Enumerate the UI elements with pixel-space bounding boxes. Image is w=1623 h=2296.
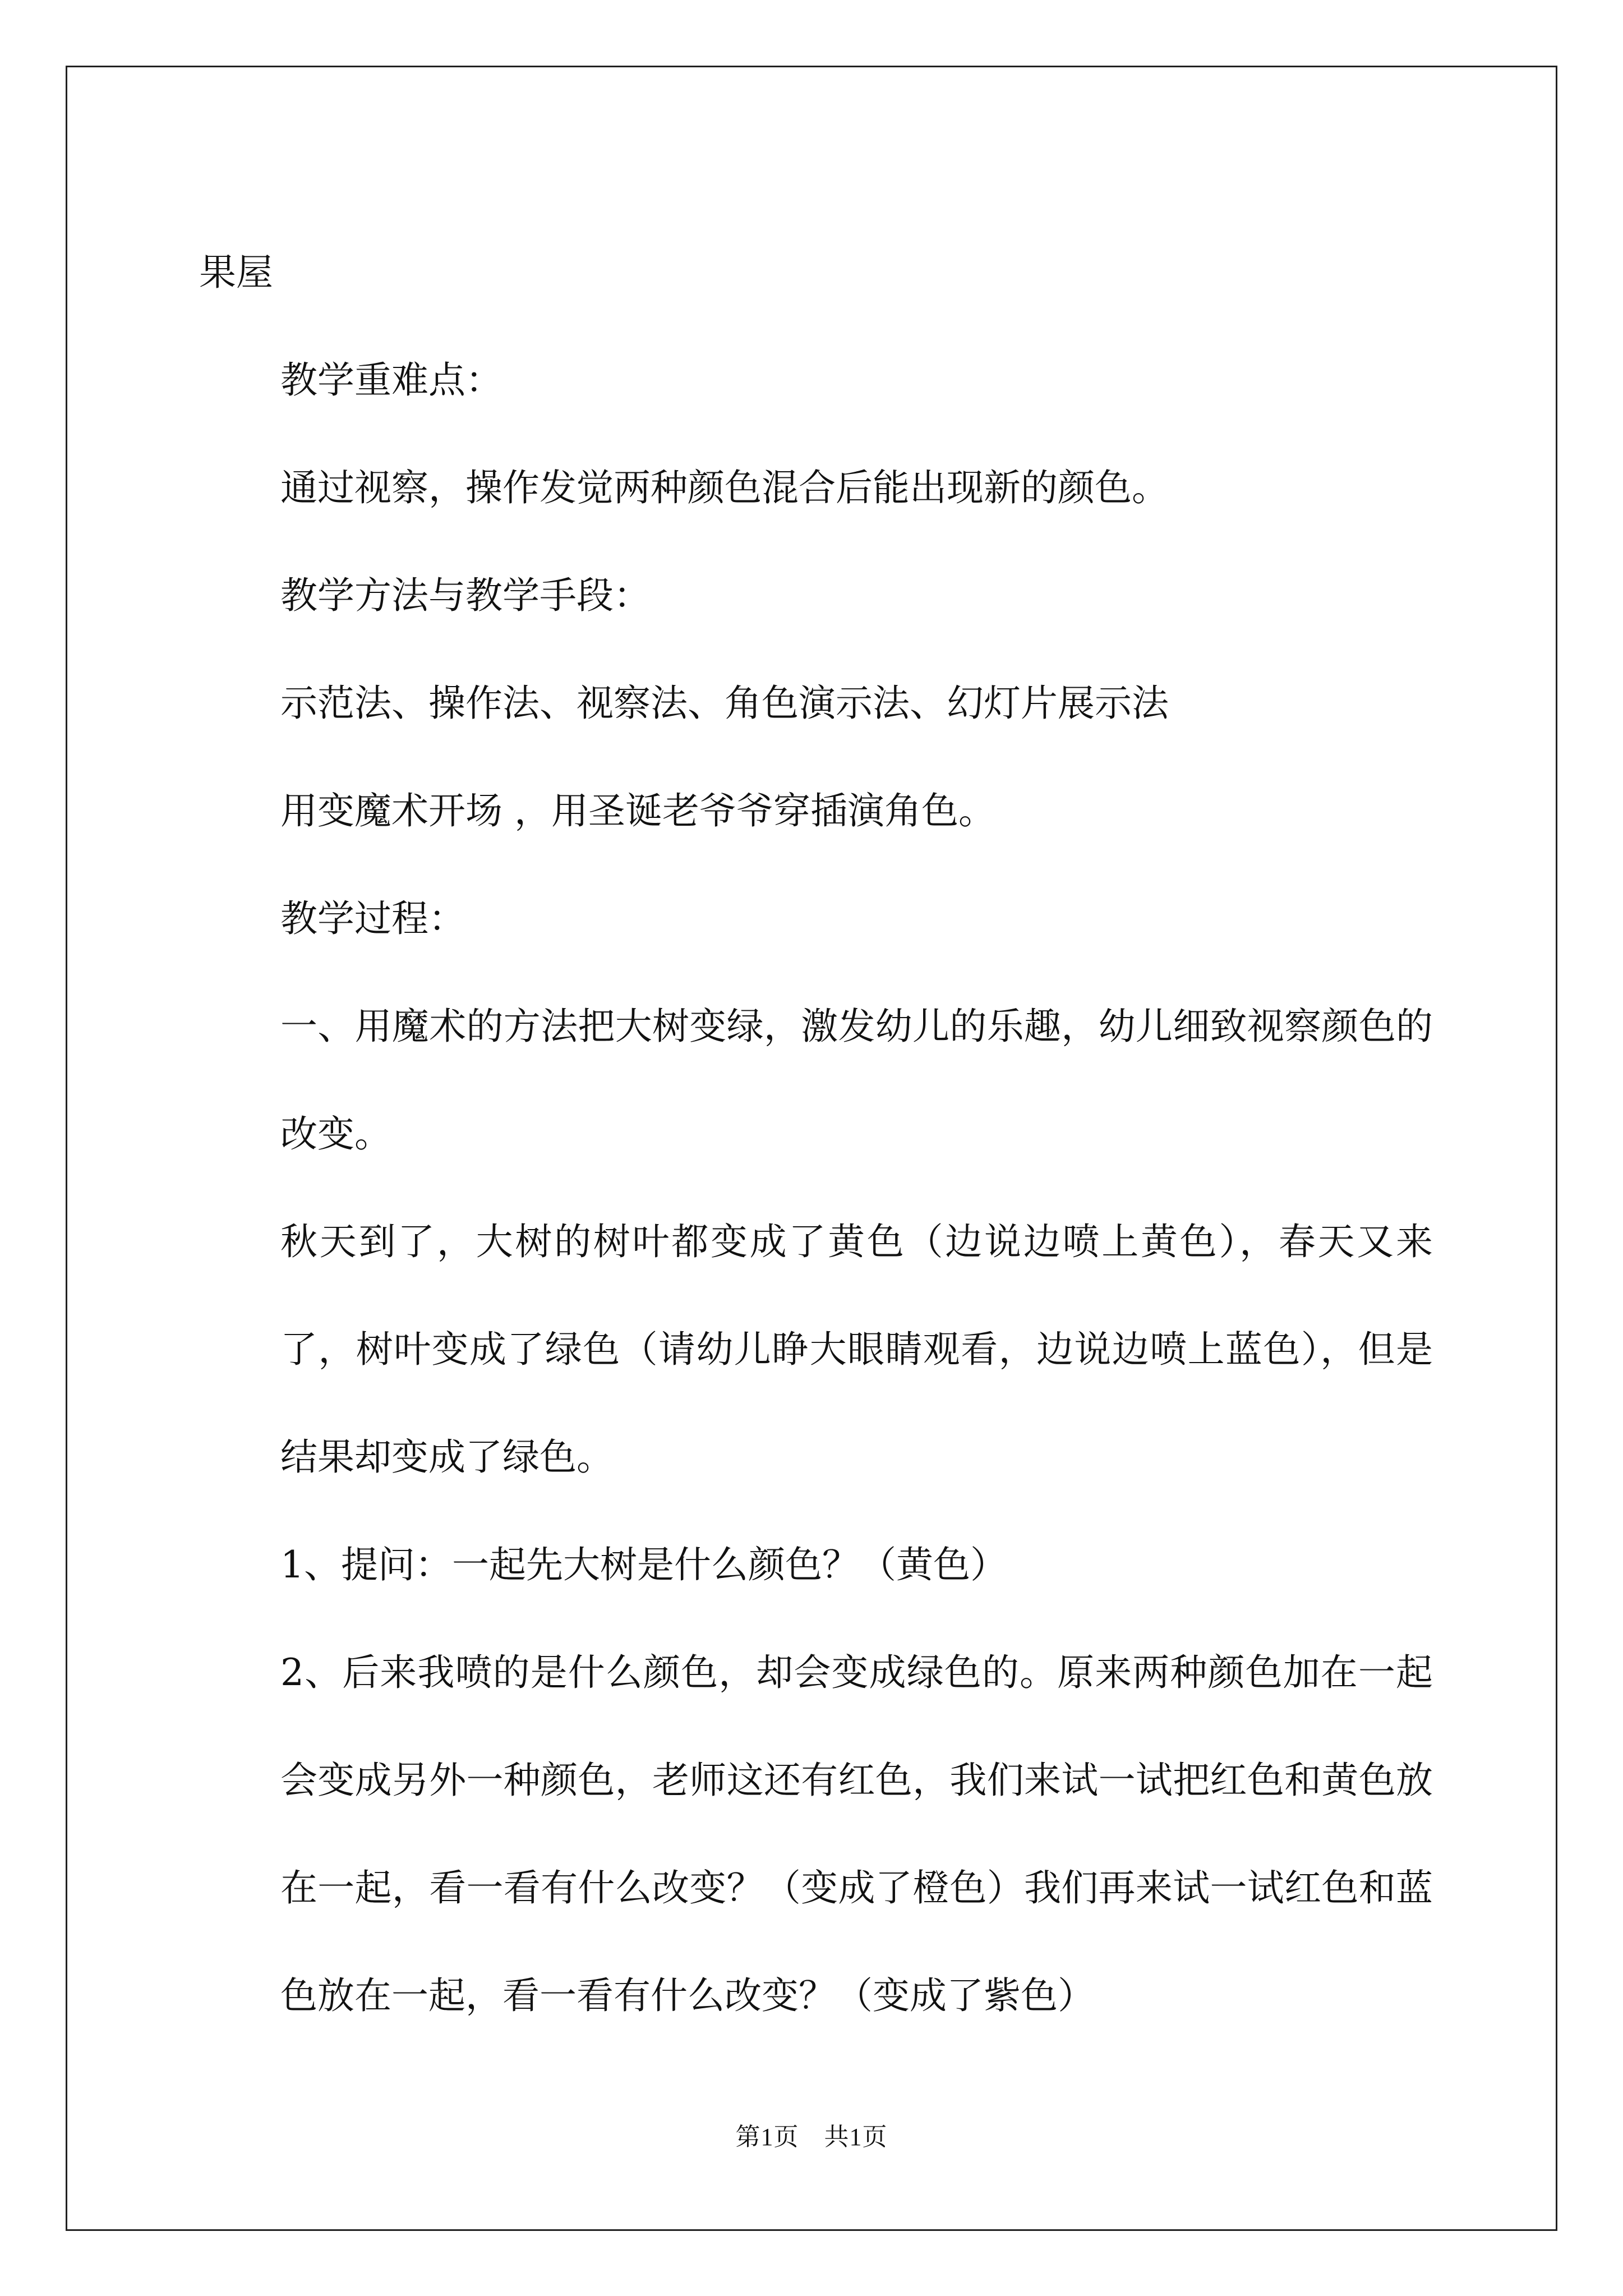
paragraph-methods: 示范法、操作法、视察法、角色演示法、幻灯片展示法 bbox=[280, 682, 1169, 725]
paragraph-process-heading: 教学过程： bbox=[280, 897, 465, 940]
paragraph-key-points: 通过视察，操作发觉两种颜色混合后能出现新的颜色。 bbox=[280, 466, 1169, 509]
page-footer: 第1页 共1页 bbox=[735, 2123, 888, 2151]
document-body bbox=[199, 219, 1433, 2050]
paragraph-question-one: 1、提问：一起先大树是什么颜色？（黄色） bbox=[280, 1543, 1007, 1586]
paragraph-heading-fragment: 果屋 bbox=[199, 251, 273, 294]
paragraph-key-points-heading: 教学重难点： bbox=[280, 358, 502, 402]
paragraph-story: 秋天到了，大树的树叶都变成了黄色（边说边喷上黄色），春天又来了，树叶变成了绿色（请幼儿睁大眼睛观看，边说边喷上蓝色），但是结果却变成了绿色。 bbox=[280, 1220, 1433, 1479]
paragraph-opening: 用变魔术开场 ，用圣诞老爷爷穿插演角色。 bbox=[280, 789, 995, 832]
paragraph-question-two: 2、后来我喷的是什么颜色，却会变成绿色的。原来两种颜色加在一起会变成另外一种颜色，老师这还有红色，我们来试一试把红色和黄色放在一起，看一看有什么改变？（变成了橙色）我们再来试一试红色和蓝色放在一起，看一看有什么改变？（变成了紫色） bbox=[280, 1651, 1433, 2017]
paragraph-methods-heading: 教学方法与教学手段： bbox=[280, 574, 651, 617]
paragraph-step-one: 一、用魔术的方法把大树变绿，激发幼儿的乐趣，幼儿细致视察颜色的改变。 bbox=[280, 1005, 1433, 1156]
